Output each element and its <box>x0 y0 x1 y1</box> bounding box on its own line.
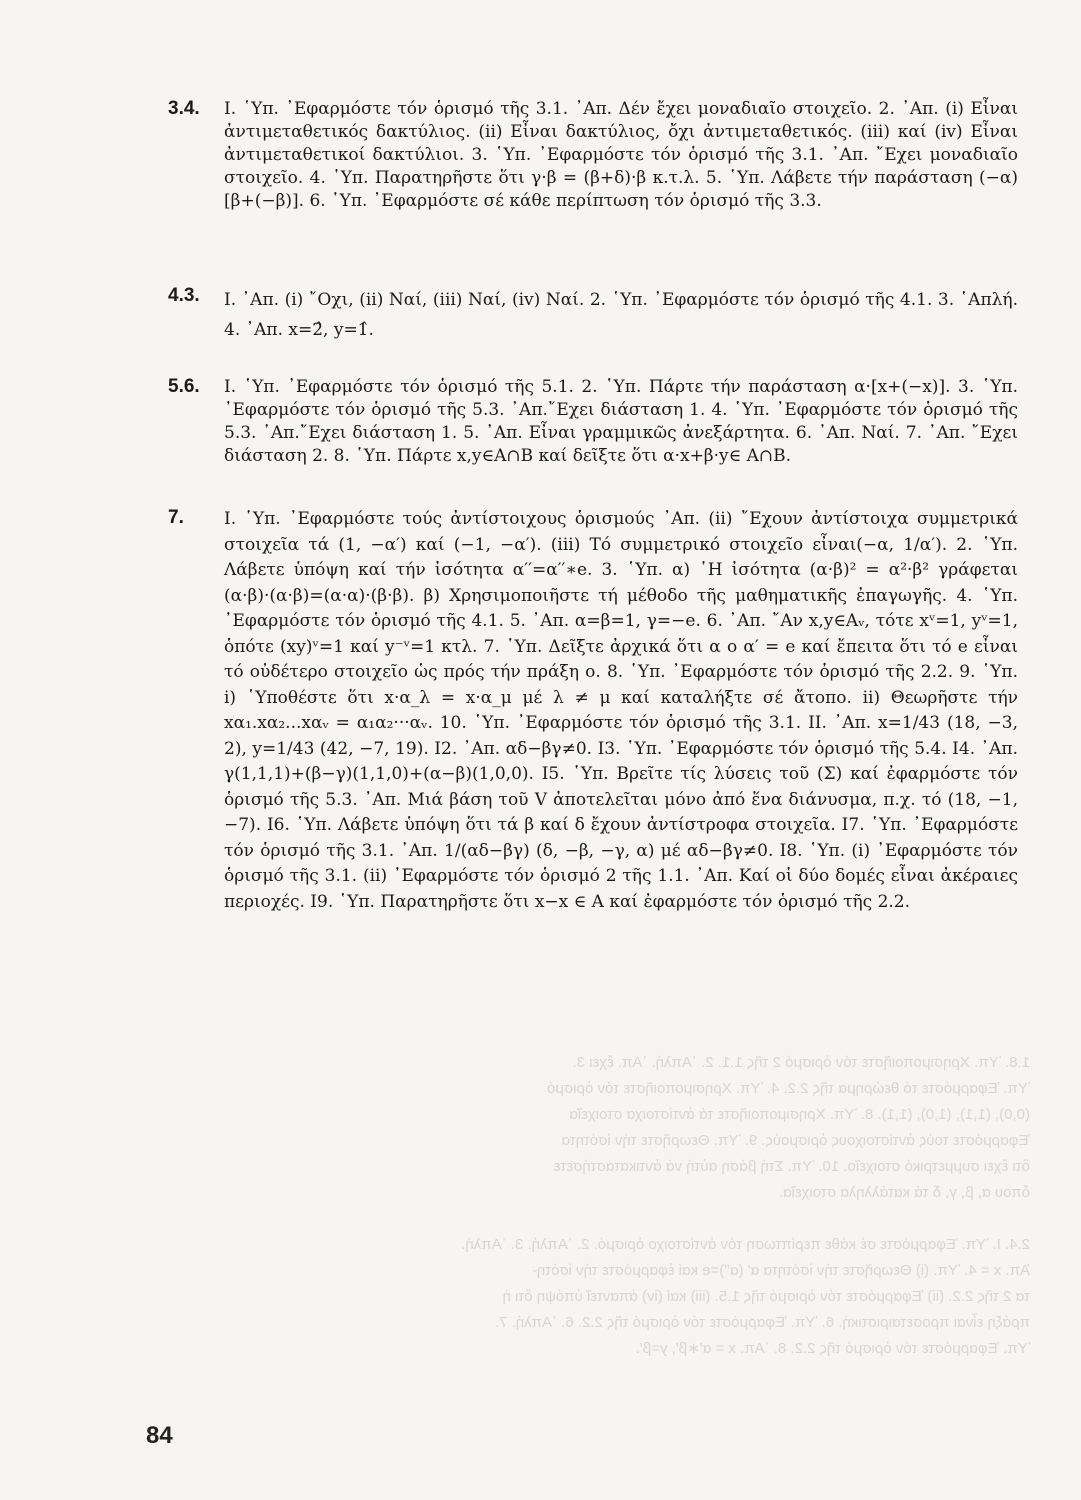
answers-section-7 <box>168 507 1018 915</box>
section-number: 7. <box>168 507 184 528</box>
answers-section-5-6 <box>168 376 1018 468</box>
section-text: Ι. ῾Υπ. ᾽Εφαρμόστε τόν ὁρισμό τῆς 3.1. ᾽Απ. Δέν ἔχει μοναδιαῖο στοιχεῖο. 2. ᾽Απ. (i) Εἶναι ἀντιμεταθετικός δακτύλιος. (ii) Εἶναι δακτύλιος, ὄχι ἀντιμεταθετικός. (iii) καί (iv) Εἶναι ἀντιμεταθετικοί δακτύλιοι. 3. ῾Υπ. ᾽Εφαρμόστε τόν ὁρισμό τῆς 3.1. ᾽Απ. ῎Εχει μοναδιαῖο στοιχεῖο. 4. ῾Υπ. Παρατηρῆστε ὅτι γ·β = (β+δ)·β κ.τ.λ. 5. ῾Υπ. Λάβετε τήν παράσταση (−α) [β+(−β)]. 6. ῾Υπ. ᾽Εφαρμόστε σέ κάθε περίπτωση τόν ὁρισμό τῆς 3.3. <box>224 99 1018 211</box>
section-number: 3.4. <box>168 98 200 119</box>
section-text: Ι. ῾Υπ. ᾽Εφαρμόστε τούς ἀντίστοιχους ὁρισμούς ᾽Απ. (ii) ῎Εχουν ἀντίστοιχα συμμετρικά στοιχεῖα τά (1, −α′) καί (−1, −α′). (iii) Τό συμμετρικό στοιχεῖο εἶναι(−α, 1/α′). 2. ῾Υπ. Λάβετε ὑπόψη καί τήν ἰσότητα α′′=α′′∗e. 3. ῾Υπ. α) ῾Η ἰσότητα (α·β)² = α²·β² γράφεται (α·β)·(α·β)=(α·α)·(β·β). β) Χρησιμοποιῆστε τή μέθοδο τῆς μαθηματικῆς ἐπαγωγῆς. 4. ῾Υπ. ᾽Εφαρμόστε τόν ὁρισμό τῆς 4.1. 5. ᾽Απ. α=β=1, γ=−e. 6. ᾽Απ. ῎Αν x,y∈Aᵥ, τότε xᵛ=1, yᵛ=1, ὁπότε (xy)ᵛ=1 καί y⁻ᵛ=1 κτλ. 7. ῾Υπ. Δεῖξτε ἀρχικά ὅτι α ο α′ = e καί ἔπειτα ὅτι τό e εἶναι τό οὐδέτερο στοιχεῖο ὡς πρός τήν πράξη ο. 8. ῾Υπ. ᾽Εφαρμόστε τόν ὁρισμό τῆς 2.2. 9. ῾Υπ. i) ῾Υποθέστε ὅτι x·α_λ = x·α_μ μέ λ ≠ μ καί καταλήξτε σέ ἄτοπο. ii) Θεωρῆστε τήν xα₁.xα₂...xαᵥ = α₁α₂···αᵥ. 10. ῾Υπ. ᾽Εφαρμόστε τόν ὁρισμό τῆς 3.1. ΙΙ. ᾽Απ. x=1/43 (18, −3, 2), y=1/43 (42, −7, 19). Ι2. ᾽Απ. αδ−βγ≠0. Ι3. ῾Υπ. ᾽Εφαρμόστε τόν ὁρισμό τῆς 5.4. Ι4. ᾽Απ. γ(1,1,1)+(β−γ)(1,1,0)+(α−β)(1,0,0). Ι5. ῾Υπ. Βρεῖτε τίς λύσεις τοῦ (Σ) καί ἐφαρμόστε τόν ὁρισμό τῆς 5.3. ᾽Απ. Μιά βάση τοῦ V ἀποτελεῖται μόνο ἀπό ἕνα διάνυσμα, π.χ. τό (18, −1, −7). Ι6. ῾Υπ. Λάβετε ὑπόψη ὅτι τά β καί δ ἔχουν ἀντίστροφα στοιχεῖα. Ι7. ῾Υπ. ᾽Εφαρμόστε τόν ὁρισμό τῆς 3.1. ᾽Απ. 1/(αδ−βγ) (δ, −β, −γ, α) μέ αδ−βγ≠0. Ι8. ῾Υπ. (i) ᾽Εφαρμόστε τόν ὁρισμό τῆς 3.1. (ii) ᾽Εφαρμόστε τόν ὁρισμό 2 τῆς 1.1. ᾽Απ. Καί οἱ δύο δομές εἶναι ἀκέραιες περιοχές. Ι9. ῾Υπ. Παρατηρῆστε ὅτι x−x ∈ A καί ἐφαρμόστε τόν ὁρισμό τῆς 2.2. <box>224 509 1018 912</box>
section-text: Ι. ῾Υπ. ᾽Εφαρμόστε τόν ὁρισμό τῆς 5.1. 2. ῾Υπ. Πάρτε τήν παράσταση α·[x+(−x)]. 3. ῾Υπ. ᾽Εφαρμόστε τόν ὁρισμό τῆς 5.3. ᾽Απ.῎Εχει διάσταση 1. 4. ῾Υπ. ᾽Εφαρμόστε τόν ὁρισμό τῆς 5.3. ᾽Απ.῎Εχει διάσταση 1. 5. ᾽Απ. Εἶναι γραμμικῶς ἀνεξάρτητα. 6. ᾽Απ. Ναί. 7. ᾽Απ. ῎Εχει διάσταση 2. 8. ῾Υπ. Πάρτε x,y∈A∩B καί δεῖξτε ὅτι α·x+β·y∈ A∩B. <box>224 377 1018 466</box>
answers-section-3-4 <box>168 98 1018 213</box>
answers-section-4-3 <box>168 285 1018 345</box>
page-number: 84 <box>146 1422 173 1449</box>
section-number: 4.3. <box>168 285 200 306</box>
section-number: 5.6. <box>168 376 200 397</box>
section-text: Ι. ᾽Απ. (i) ῎Οχι, (ii) Ναί, (iii) Ναί, (iv) Ναί. 2. ῾Υπ. ᾽Εφαρμόστε τόν ὁρισμό τῆς 4.1. 3. ῾Απλή. 4. ᾽Απ. x=2̂, y=1̂. <box>224 290 1018 340</box>
bleed-through-text: 1.8. Ὑπ. Χρησιμοποιῆστε τόν ὁρισμό 2 τῆς 1.1. 2. ᾽Απλή. ᾽Απ. ἔχει 3. Ὑπ. Ἐφαρμόστε τό θεώρημα τῆς 2.2. 4. Ὑπ. Χρησιμοποιῆστε τόν ὁρισμό (0,0), (1,1), (1,0), (1,1). 8. Ὑπ. Χρησιμοποιῆστε τά ἀντίστοιχα στοιχεῖα Ἐφαρμόστε τούς ἀντίστοιχους ὁρισμούς. 9. Ὑπ. Θεωρῆστε τήν ἰσότητα ὅτι ἔχει συμμετρικό στοιχεῖο. 10. Ὑπ. Στή βάση αὐτή νά ἀντικαταστήσετε ὅπου α, β, γ, δ τά κατάλληλα στοιχεῖα. 2.4. Ι. Ὑπ. Ἐφαρμόστε σέ κάθε περίπτωση τόν ἀντίστοιχο ὁρισμό. 2. ᾽Απλή. 3. ᾽Απλή. Ἀπ. x = 4. Ὑπ. (i) Θεωρῆστε τήν ἰσότητα α′ (α′′)=e καί ἐφαρμόστε τήν ἰσότη- τα 2 τῆς 2.2. (ii) Ἐφαρμόστε τόν ὁρισμό τῆς 1.5. (iii) καί (iv) ἀπαντεῖ ὑπόψη ὅτι ἡ πράξη εἶναι προσεταιριστική. 6. Ὑπ. Ἐφαρμόστε τόν ὁρισμό τῆς 2.2. 6. ᾽Απλή. 7. Ὑπ. Ἐφαρμόστε τόν ὁρισμό τῆς 2.2. 8. ᾽Απ. x = α′∗β′, y=β′. <box>461 1054 1030 1357</box>
